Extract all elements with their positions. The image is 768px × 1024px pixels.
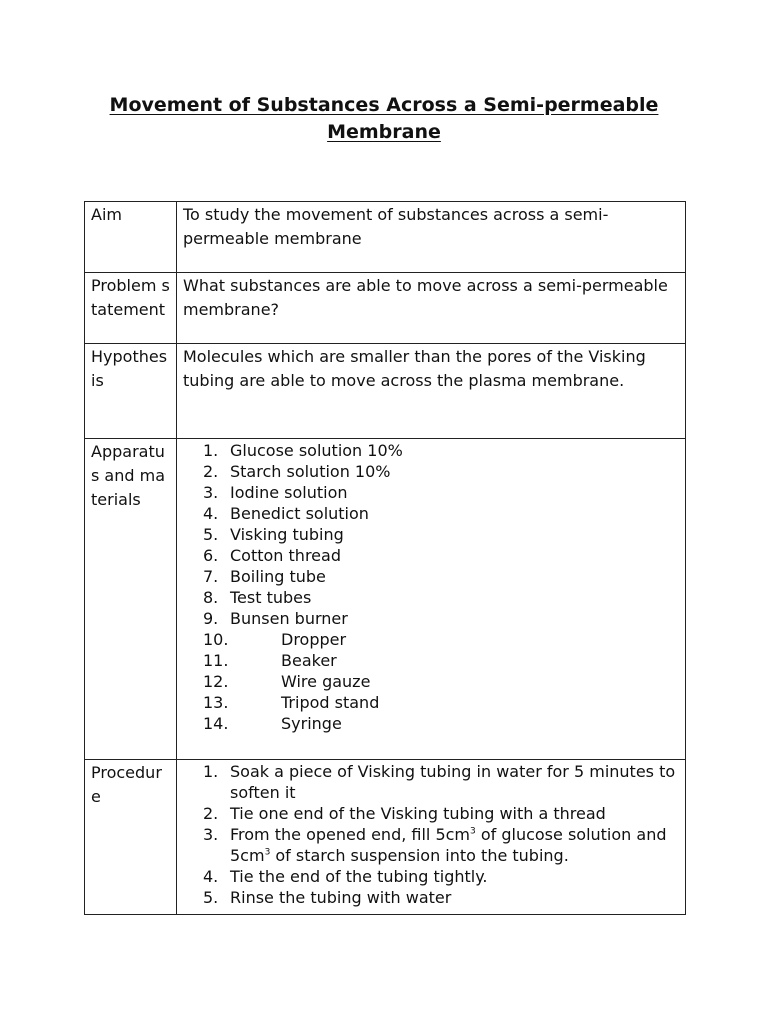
- apparatus-cell: [177, 439, 686, 760]
- list-item: 8. Test tubes: [203, 588, 312, 607]
- list-item: 6. Cotton thread: [203, 546, 341, 565]
- aim-text: To study the movement of substances across a semi-permeable membrane: [177, 202, 686, 273]
- list-item: 1. Soak a piece of Visking tubing in water for 5 minutes to soften it: [203, 762, 676, 802]
- list-item: 4. Tie the end of the tubing tightly.: [203, 867, 488, 886]
- aim-label: Aim: [85, 202, 177, 273]
- hypothesis-label: Hypothesis: [85, 344, 177, 439]
- problem-statement-label: Problem statement: [85, 273, 177, 344]
- list-item: 12. Wire gauze: [203, 672, 371, 691]
- table-row-apparatus: [85, 439, 686, 760]
- list-item: 3. From the opened end, fill $5cm^3$ of glucose solution and $5cm^3$ of starch suspension into the tubing.: [203, 825, 667, 865]
- list-item: 13. Tripod stand: [203, 693, 380, 712]
- table-row-aim: [85, 202, 686, 273]
- problem-statement-text: What substances are able to move across a semi-permeable membrane?: [177, 273, 686, 344]
- list-item: 9. Bunsen burner: [203, 609, 348, 628]
- list-item: 7. Boiling tube: [203, 567, 326, 586]
- procedure-list: [183, 761, 679, 908]
- document-title: Movement of Substances Across a Semi-permeable Membrane: [109, 94, 659, 143]
- list-item: 3. Iodine solution: [203, 483, 348, 502]
- list-item: 10. Dropper: [203, 630, 347, 649]
- apparatus-list: [183, 440, 679, 734]
- list-item: 2. Starch solution 10%: [203, 462, 391, 481]
- procedure-label: Procedure: [85, 760, 177, 915]
- apparatus-label: Apparatus and materials: [85, 439, 177, 760]
- table-row-problem-statement: [85, 273, 686, 344]
- list-item: 2. Tie one end of the Visking tubing with a thread: [203, 804, 606, 823]
- experiment-table: [84, 201, 686, 915]
- table-row-procedure: [85, 760, 686, 915]
- list-item: 11. Beaker: [203, 651, 337, 670]
- list-item: 5. Visking tubing: [203, 525, 344, 544]
- list-item: 4. Benedict solution: [203, 504, 369, 523]
- procedure-cell: [177, 760, 686, 915]
- table-row-hypothesis: [85, 344, 686, 439]
- hypothesis-text: Molecules which are smaller than the pores of the Visking tubing are able to move across the plasma membrane.: [177, 344, 686, 439]
- list-item: 1. Glucose solution 10%: [203, 441, 403, 460]
- list-item: 5. Rinse the tubing with water: [203, 888, 452, 907]
- list-item: 14. Syringe: [203, 714, 342, 733]
